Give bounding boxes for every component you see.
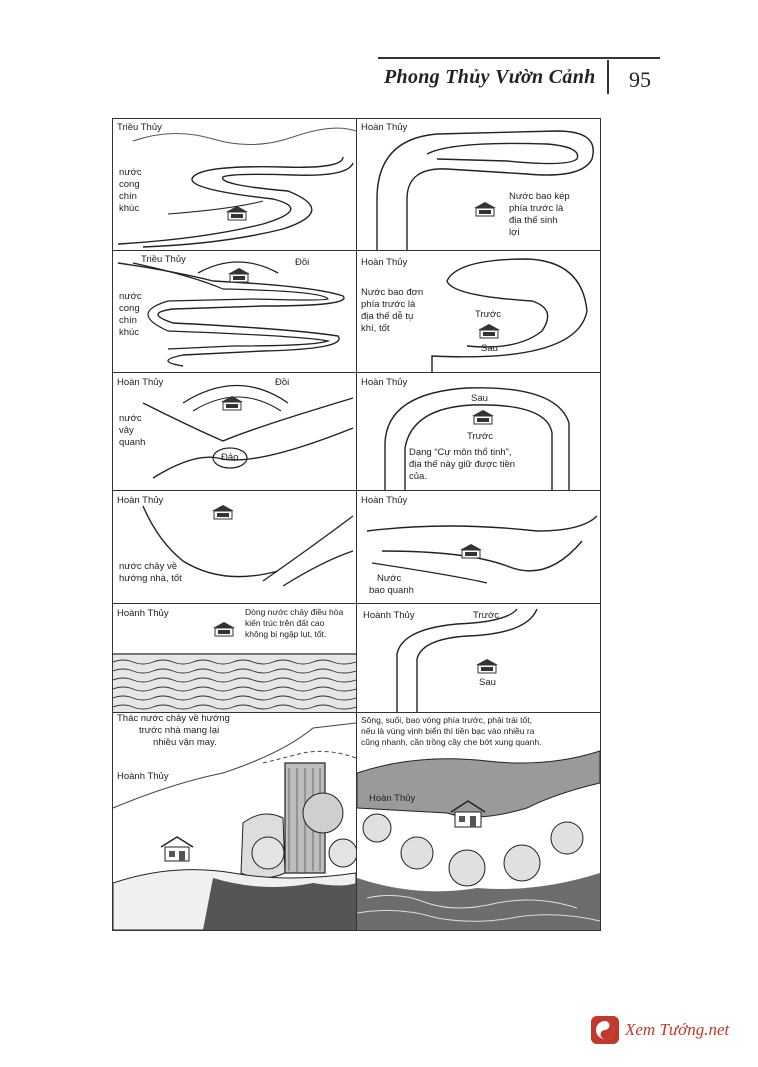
- caption-line: Sông, suối, bao vòng phía trước, phải trái tốt,: [361, 715, 532, 725]
- back-label: Sau: [481, 343, 498, 354]
- caption-line: nếu là vùng vịnh biển thì tiền bạc vào nhiều ra: [361, 726, 535, 736]
- panel-trieu-thuy-2: [113, 251, 356, 372]
- panel-title: Triều Thủy: [117, 122, 162, 133]
- caption-line: chín: [119, 191, 137, 202]
- caption-line: hướng nhà, tốt: [119, 573, 182, 584]
- caption-line: quanh: [119, 437, 146, 448]
- river-drawing: [113, 119, 356, 250]
- panel-title: Hoành Thủy: [363, 610, 415, 621]
- header-rule: [378, 57, 660, 59]
- panel-title: Hoàn Thủy: [361, 495, 408, 506]
- hill-label: Đồi: [275, 377, 290, 388]
- caption-line: địa thế này giữ được tiền: [409, 459, 516, 470]
- caption-line: trước nhà mang lại: [139, 725, 220, 736]
- caption-line: lợi: [509, 227, 520, 238]
- caption-line: kiến trúc trên đất cao: [245, 618, 325, 628]
- caption-line: cong: [119, 179, 140, 190]
- caption-line: nhiều vận may.: [153, 737, 217, 748]
- logo-text: Xem Tướng.net: [625, 1020, 730, 1039]
- house-icon: [220, 395, 244, 411]
- house-icon: [227, 267, 251, 283]
- caption-line: Nước: [377, 573, 402, 584]
- panel-title: Triều Thủy: [141, 254, 186, 265]
- caption-line: vây: [119, 425, 134, 436]
- front-label: Trước: [475, 309, 501, 320]
- waterfall-drawing: [113, 713, 356, 930]
- caption-line: nước: [119, 291, 142, 302]
- panel-title: Hoàn Thủy: [117, 377, 164, 388]
- caption-line: cong: [119, 303, 140, 314]
- panel-title: Hoành Thủy: [117, 608, 169, 619]
- caption-line: phía trước là: [361, 299, 416, 310]
- house-icon: [459, 543, 483, 559]
- panel-hoan-thuy-1: [357, 119, 600, 250]
- caption-line: chín: [119, 315, 137, 326]
- yin-yang-icon: [591, 1016, 619, 1044]
- panel-title: Hoàn Thủy: [117, 495, 164, 506]
- house-icon: [449, 799, 487, 829]
- panel-title: Hoàn Thủy: [369, 793, 416, 804]
- caption-line: Dạng “Cự môn thổ tinh”,: [409, 447, 512, 458]
- house-icon: [211, 504, 235, 520]
- panel-trieu-thuy-1: [113, 119, 356, 250]
- front-label: Trước: [467, 431, 493, 442]
- caption-line: Nước bao kép: [509, 191, 570, 202]
- house-icon: [159, 835, 195, 863]
- caption-line: nước chảy về: [119, 561, 178, 572]
- caption-line: địa thế sinh: [509, 215, 558, 226]
- panel-title: Hoàn Thủy: [361, 377, 408, 388]
- caption-line: nước: [119, 167, 142, 178]
- caption-line: không bị ngập lụt, tốt.: [245, 629, 327, 639]
- island-label: Đảo: [221, 452, 239, 463]
- house-icon: [473, 201, 497, 217]
- panel-title: Hoàn Thủy: [361, 122, 408, 133]
- house-icon: [471, 409, 495, 425]
- caption-line: phía trước là: [509, 203, 564, 214]
- caption-line: khúc: [119, 327, 140, 338]
- house-icon: [212, 621, 236, 637]
- panel-hoan-thuy-5: [113, 491, 356, 603]
- caption-line: nước: [119, 413, 142, 424]
- river-drawing: [113, 373, 356, 490]
- panel-hoan-thuy-6: [357, 491, 600, 603]
- caption-line: địa thế dễ tụ: [361, 311, 414, 322]
- back-label: Sau: [479, 677, 496, 688]
- panel-hoan-thuy-2: [357, 251, 600, 372]
- caption-line: Nước bao đơn: [361, 287, 424, 298]
- house-icon: [225, 205, 249, 221]
- caption-line: Thác nước chảy về hướng: [117, 713, 230, 724]
- caption-line: Dòng nước chảy điều hòa: [245, 607, 344, 617]
- panel-hoanh-thuy-waterfall: [113, 713, 356, 930]
- header-separator: [607, 60, 609, 94]
- page-header-title: Phong Thủy Vườn Cảnh: [384, 66, 596, 88]
- caption-line: cũng nhanh, cần trồng cây che bớt xung quanh.: [361, 737, 542, 747]
- caption-line: khúc: [119, 203, 140, 214]
- page-number: 95: [629, 67, 651, 92]
- panel-title: Hoàn Thủy: [361, 257, 408, 268]
- back-label: Sau: [471, 393, 488, 404]
- panel-hoanh-thuy-2: [357, 604, 600, 712]
- panel-hoan-thuy-bay: [357, 713, 600, 930]
- panel-hoanh-thuy-1: [113, 604, 356, 712]
- site-logo[interactable]: [591, 1014, 751, 1050]
- panel-hoan-thuy-3: [113, 373, 356, 490]
- river-drawing: [357, 119, 600, 250]
- caption-line: bao quanh: [369, 585, 414, 596]
- house-icon: [477, 323, 501, 339]
- front-label: Trước: [473, 610, 499, 621]
- panel-title: Hoành Thủy: [117, 771, 169, 782]
- house-icon: [475, 658, 499, 674]
- hill-label: Đồi: [295, 257, 310, 268]
- panel-hoan-thuy-4: [357, 373, 600, 490]
- caption-line: của.: [409, 471, 427, 482]
- caption-line: khí, tốt: [361, 323, 390, 334]
